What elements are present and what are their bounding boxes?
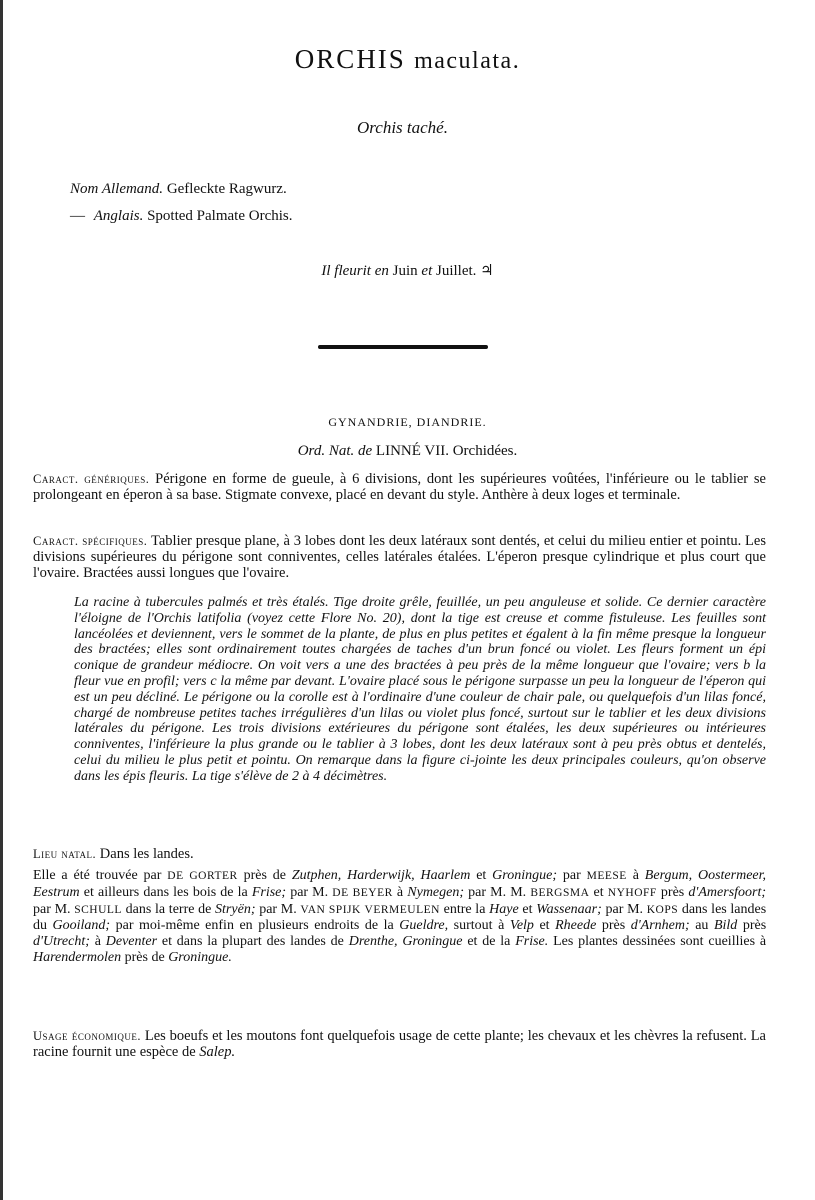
- loc-text: à: [396, 884, 404, 900]
- place-name: Drenthe, Groningue: [348, 934, 463, 950]
- flowering-text-3: et: [421, 263, 433, 279]
- loc-text: et de la: [467, 934, 511, 950]
- place-name: Gooiland;: [52, 918, 111, 934]
- place-name: d'Utrecht;: [33, 934, 90, 950]
- ditto-dash: —: [70, 208, 85, 224]
- flowering-period: [0, 261, 815, 280]
- collector-name: VERMEULEN: [364, 903, 440, 916]
- place-name: Zutphen, Harderwijk, Haarlem: [291, 868, 471, 883]
- flowering-text-1: Il fleurit: [321, 263, 371, 279]
- order-number: VII.: [424, 443, 449, 459]
- place-name: Rheede: [555, 918, 597, 934]
- place-name: Frise.: [515, 934, 549, 950]
- loc-text: Les plantes dessinées sont cueillies à: [553, 934, 767, 950]
- loc-text: au: [695, 918, 709, 934]
- economic-use: [33, 1028, 766, 1060]
- loc-text: par M.: [259, 901, 297, 917]
- place-name: Deventer: [105, 934, 158, 950]
- generic-characters: [33, 471, 766, 503]
- loc-text: par moi-même enfin en plusieurs endroits de la: [115, 918, 394, 934]
- place-name: Gueldre,: [399, 918, 449, 934]
- specific-heading: Caract. spécifiques.: [33, 534, 148, 548]
- generic-text: Périgone en forme de gueule, à 6 divisions, dont les supérieures voûtées, l'inférieure ou le tablier se prolongeant en éperon à sa base. Stigmate convexe, placé en devant du style. Anthère à deux loges et terminale.: [33, 471, 766, 503]
- collector-name: SCHULL: [74, 903, 122, 916]
- order-prefix: Ord. Nat. de: [297, 443, 373, 459]
- flowering-month-2: Juillet.: [435, 263, 477, 279]
- page-title: [0, 44, 815, 75]
- place-name: Wassenaar;: [536, 901, 602, 917]
- place-name: Frise;: [251, 884, 287, 900]
- german-name-line: [70, 176, 293, 203]
- loc-text: et ailleurs dans les bois de la: [83, 884, 248, 900]
- loc-text: près de: [124, 949, 165, 965]
- loc-text: surtout à: [453, 918, 505, 934]
- loc-text: Elle a été trouvée par: [33, 868, 162, 883]
- loc-text: dans la terre de: [125, 901, 212, 917]
- loc-text: par: [562, 868, 581, 883]
- place-name: Bergum, Oostermeer, Eestrum: [33, 868, 767, 900]
- flowering-month-1: Juin: [392, 263, 418, 279]
- place-name: Velp: [509, 918, 534, 934]
- german-label: Nom Allemand.: [70, 181, 164, 197]
- collector-name: MEESE: [586, 870, 627, 882]
- ornamental-rule: [318, 345, 488, 349]
- loc-text: entre la: [443, 901, 486, 917]
- loc-text: et: [476, 868, 487, 883]
- place-name: Groningue;: [492, 868, 557, 883]
- english-name-line: [70, 203, 293, 230]
- title-genus: ORCHIS: [294, 44, 406, 74]
- specific-text: Tablier presque plane, à 3 lobes dont les deux latéraux sont dentés, et celui du milieu entier et pointu. Les divisions supérieures du périgone sont conniventes, celles latérales étalées. L'éperon presque cylindrique et plus court que l'ovaire. Bractées aussi longues que l'ovaire.: [33, 533, 766, 581]
- collector-name: KOPS: [646, 903, 679, 916]
- loc-text: par M.: [33, 901, 71, 917]
- loc-text: à: [632, 868, 639, 883]
- order-author: LINNÉ: [375, 443, 421, 459]
- place-name: Groningue.: [168, 949, 232, 965]
- collector-name: DE GORTER: [167, 870, 238, 882]
- loc-text: par M.: [290, 884, 329, 900]
- collector-name: BERGSMA: [530, 886, 590, 899]
- place-name: Nymegen;: [407, 884, 465, 900]
- flowering-text-2: en: [374, 263, 389, 279]
- loc-text: par M.: [605, 901, 644, 917]
- usage-text: Les boeufs et les moutons font quelquefois usage de cette plante; les chevaux et les chèvres la refusent. La racine fournit une espèce de: [33, 1028, 766, 1060]
- english-value: Spotted Palmate Orchis.: [147, 208, 293, 224]
- loc-text: et dans la plupart des landes de: [161, 934, 344, 950]
- loc-text: et: [539, 918, 550, 934]
- loc-text: près: [660, 884, 685, 900]
- title-species: maculata.: [414, 48, 521, 74]
- natural-order: [0, 443, 815, 460]
- order-family: Orchidées.: [452, 443, 518, 459]
- localities-paragraph: [33, 868, 766, 966]
- habitat-text: Dans les landes.: [99, 846, 194, 862]
- generic-heading: Caract. génériques.: [33, 472, 150, 486]
- usage-salep: Salep.: [199, 1044, 236, 1060]
- collector-name: VAN SPIJK: [300, 903, 361, 916]
- loc-text: près: [601, 918, 626, 934]
- collector-name: NYHOFF: [607, 886, 657, 899]
- place-name: Bild: [713, 918, 738, 934]
- usage-heading: Usage économique.: [33, 1029, 141, 1043]
- habitat: [33, 846, 766, 862]
- habitat-heading: Lieu natal.: [33, 847, 97, 861]
- english-label: Anglais.: [93, 208, 144, 224]
- loc-text: près de: [243, 868, 286, 883]
- page-edge: [0, 0, 3, 1200]
- place-name: Haye: [489, 901, 519, 917]
- species-description: La racine à tubercules palmés et très étalés. Tige droite grêle, feuillée, un peu anguleuse et solide. Ce dernier caractère l'éloigne de l'Orchis latifolia (voyez cette Flore No. 20), dont la tige est creuse et comme fistuleuse. Les feuilles sont lancéolées et deviennent, vers le sommet de la plante, de plus en plus petites et égalent à la fin même presque la longueur des bractées; elles sont ordinairement toutes chargées de taches d'un brun foncé ou violet. Les fleurs forment un épi conique de grandeur médiocre. On voit vers a une des bractées à peu près de la même longueur que l'ovaire; vers b la fleur vue en profil; vers c la même par devant. L'ovaire placé sous le périgone surpasse un peu la longueur de l'éperon qui est un peu décliné. Le périgone ou la corolle est à l'ordinaire d'une couleur de chair pale, ou quelquefois d'un lilas foncé, chargé de nombreuse petites taches irrégulières d'un lilas ou violet plus foncé, surtout sur le tablier et les deux divisions latérales du périgone. Les trois divisions extérieures du périgone sont étalées, les deux supérieures ou intérieures conniventes, l'inférieure la plus grande ou le tablier à 3 lobes, dont les deux latéraux sont à peu près obtus et dentelés, celui du milieu le plus petit et pointu. On remarque dans la figure ci-jointe les deux principales couleurs, qu'on observe dans les épis fleuris. La tige s'élève de 2 à 4 décimètres.: [74, 595, 766, 784]
- vernacular-names: [70, 176, 293, 230]
- loc-text: et: [522, 901, 533, 917]
- french-name: Orchis taché.: [357, 118, 448, 137]
- linnaean-class: GYNANDRIE, DIANDRIE.: [328, 415, 487, 429]
- place-name: d'Amersfoort;: [688, 884, 767, 900]
- german-value: Gefleckte Ragwurz.: [166, 181, 287, 197]
- place-name: Harendermolen: [33, 949, 122, 965]
- loc-text: et: [593, 884, 604, 900]
- loc-text: dans les landes du: [33, 901, 767, 934]
- place-name: d'Arnhem;: [630, 918, 690, 934]
- loc-text: près: [742, 918, 767, 934]
- specific-characters: [33, 533, 766, 581]
- place-name: Stryën;: [215, 901, 256, 917]
- perennial-symbol-icon: ♃: [480, 263, 494, 279]
- loc-text: à: [94, 934, 101, 950]
- collector-name: DE BEYER: [332, 886, 393, 899]
- loc-text: par M. M.: [468, 884, 527, 900]
